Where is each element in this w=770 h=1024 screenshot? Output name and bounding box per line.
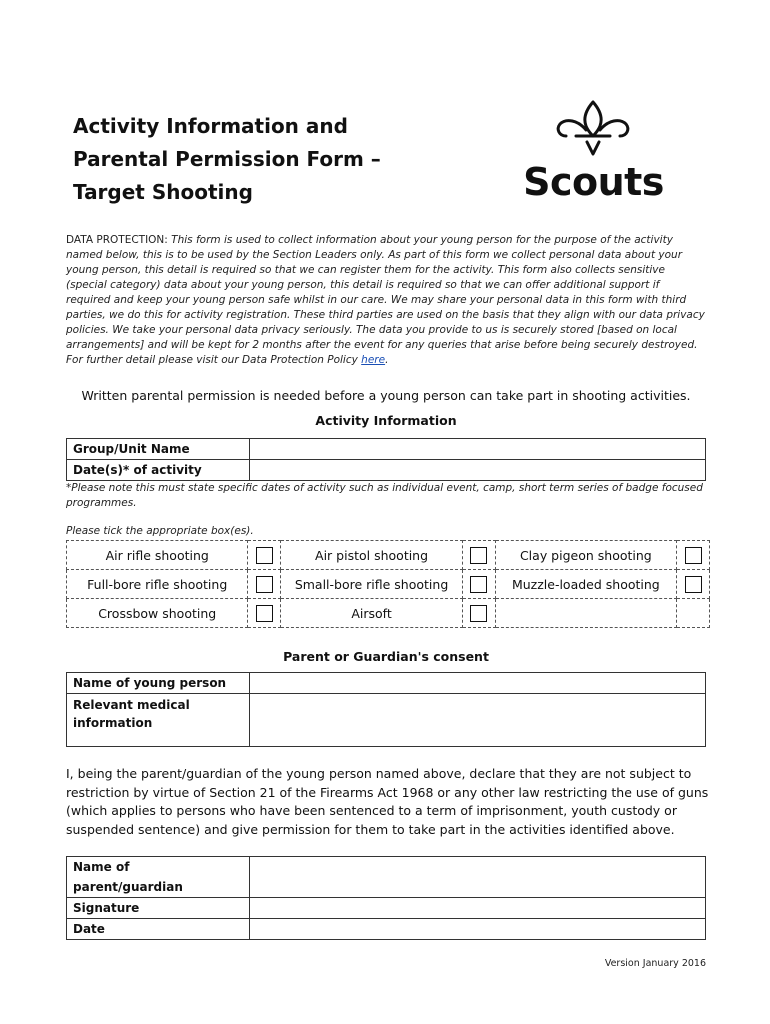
air-rifle-checkbox-cell[interactable] <box>248 541 281 570</box>
small-bore-rifle-checkbox-cell[interactable] <box>462 570 495 599</box>
small-bore-rifle-checkbox[interactable] <box>470 576 487 593</box>
activity-information-heading: Activity Information <box>315 413 457 428</box>
signature-label: Signature <box>67 898 250 919</box>
group-unit-name-field[interactable] <box>250 439 706 460</box>
muzzle-loaded-checkbox-cell[interactable] <box>677 570 710 599</box>
table-row <box>67 439 706 460</box>
date-label: Date <box>67 919 250 940</box>
data-protection-policy-link[interactable]: here <box>361 354 386 366</box>
empty-checkbox-cell <box>677 599 710 628</box>
clay-pigeon-checkbox-cell[interactable] <box>677 541 710 570</box>
clay-pigeon-checkbox[interactable] <box>685 547 702 564</box>
data-protection-text: This form is used to collect information about your young person for the purpose of the activity named below, this is to be used by the Section Leaders only. As part of this form we collect personal data about your young person, this detail is required so that we can register them for the activity. This form also collects sensitive (special category) data about your young person, this detail is required so that we can offer additional support if required and keep your young person safe whilst in our care. We may share your personal data in this form with third parties, we do this for activity registration. These third parties are used on the basis that they align with our data privacy policies. We take your personal data privacy seriously. The data you provide to us is securely stored [based on local arrangements] and will be kept for 2 months after the event for any queries that arise before being securely destroyed. For further detail please visit our Data Protection Policy <box>66 234 705 366</box>
fleur-de-lis-icon <box>516 96 671 160</box>
full-bore-rifle-checkbox[interactable] <box>256 576 273 593</box>
air-rifle-checkbox[interactable] <box>256 547 273 564</box>
airsoft-checkbox[interactable] <box>470 605 487 622</box>
signature-table <box>66 856 706 940</box>
muzzle-loaded-checkbox[interactable] <box>685 576 702 593</box>
empty-activity-cell <box>495 599 676 628</box>
young-person-name-label: Name of young person <box>67 673 250 694</box>
title-line-3: Target Shooting <box>73 180 253 204</box>
air-pistol-checkbox[interactable] <box>470 547 487 564</box>
date-field[interactable] <box>250 919 706 940</box>
activity-label-muzzle-loaded: Muzzle-loaded shooting <box>495 570 676 599</box>
crossbow-checkbox-cell[interactable] <box>248 599 281 628</box>
parent-name-field[interactable] <box>250 857 706 898</box>
form-title <box>73 110 473 209</box>
air-pistol-checkbox-cell[interactable] <box>462 541 495 570</box>
table-row <box>67 570 710 599</box>
group-unit-name-label: Group/Unit Name <box>67 439 250 460</box>
activity-label-airsoft: Airsoft <box>281 599 462 628</box>
table-row <box>67 673 706 694</box>
activity-label-air-pistol: Air pistol shooting <box>281 541 462 570</box>
activity-label-air-rifle: Air rifle shooting <box>67 541 248 570</box>
signature-field[interactable] <box>250 898 706 919</box>
table-row <box>67 541 710 570</box>
table-row <box>67 460 706 481</box>
activity-dates-field[interactable] <box>250 460 706 481</box>
activity-label-small-bore-rifle: Small-bore rifle shooting <box>281 570 462 599</box>
activity-checkbox-grid <box>66 540 710 628</box>
tick-instruction: Please tick the appropriate box(es). <box>66 525 254 537</box>
declaration-text: I, being the parent/guardian of the young person named above, declare that they are not subject to restriction by virtue of Section 21 of the Firearms Act 1968 or any other law restricting the use of guns (which applies to persons who have been sentenced to a term of imprisonment, youth custody or suspended sentence) and give permission for them to take part in the activities identified above. <box>66 766 709 837</box>
consent-table <box>66 672 706 747</box>
activity-label-clay-pigeon: Clay pigeon shooting <box>495 541 676 570</box>
table-row <box>67 694 706 747</box>
version-label: Version January 2016 <box>604 958 706 969</box>
young-person-name-field[interactable] <box>250 673 706 694</box>
airsoft-checkbox-cell[interactable] <box>462 599 495 628</box>
consent-heading: Parent or Guardian's consent <box>283 649 489 664</box>
data-protection-notice: DATA PROTECTION: This form is used to collect information about your young person for the purpose of the activity named below, this is to be used by the Section Leaders only. As part of this form we collect personal data about your young person, this detail is required so that we can register them for the activity. This form also collects sensitive (special category) data about your young person, this detail is required so that we can offer additional support if required and keep your young person safe whilst in our care. We may share your personal data in this form with third parties, we do this for activity registration. These third parties are used on the basis that they align with our data privacy policies. We take your personal data privacy seriously. The data you provide to us is securely stored [based on local arrangements] and will be kept for 2 months after the event for any queries that arise before being securely destroyed. For further detail please visit our Data Protection Policy here. <box>66 234 705 366</box>
activity-information-table <box>66 438 706 481</box>
table-row <box>67 898 706 919</box>
activity-dates-label: Date(s)* of activity <box>67 460 250 481</box>
scouts-logo <box>516 96 671 204</box>
logo-wordmark: Scouts <box>523 160 664 204</box>
table-row <box>67 919 706 940</box>
medical-information-label: Relevant medical information <box>67 694 250 747</box>
title-line-2: Parental Permission Form – <box>73 147 381 171</box>
activity-label-full-bore-rifle: Full-bore rifle shooting <box>67 570 248 599</box>
crossbow-checkbox[interactable] <box>256 605 273 622</box>
table-row <box>67 599 710 628</box>
title-line-1: Activity Information and <box>73 114 348 138</box>
table-row <box>67 857 706 898</box>
medical-information-field[interactable] <box>250 694 706 747</box>
data-protection-label: DATA PROTECTION: <box>66 234 168 246</box>
dates-footnote: *Please note this must state specific dates of activity such as individual event, camp, short term series of badge focused programmes. <box>66 482 703 509</box>
activity-label-crossbow: Crossbow shooting <box>67 599 248 628</box>
permission-notice: Written parental permission is needed before a young person can take part in shooting activities. <box>81 388 691 403</box>
full-bore-rifle-checkbox-cell[interactable] <box>248 570 281 599</box>
parent-name-label: Name of parent/guardian <box>67 857 250 898</box>
